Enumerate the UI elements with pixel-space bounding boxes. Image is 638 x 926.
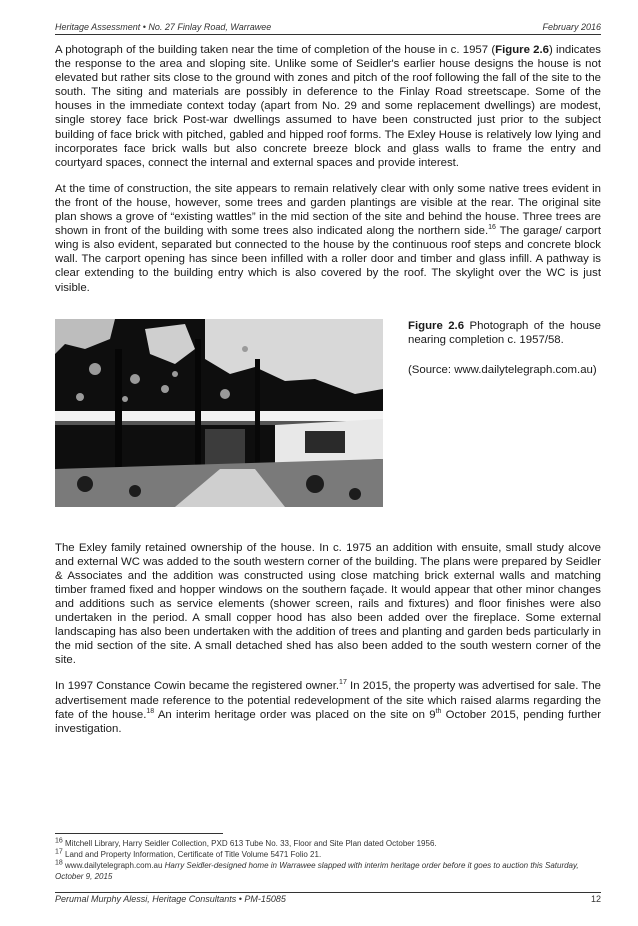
- paragraph-1: [55, 43, 601, 170]
- figure-source: (Source: www.dailytelegraph.com.au): [408, 363, 597, 376]
- footnote-divider: [55, 833, 223, 834]
- paragraph-2-text-b: The garage/ carport wing is also evident, separated but connected to the house by the continuous roof steps and concrete block wall. The carport opening has since been infilled with a roller door and timber and glass infill. A pathway is clear extending to the building entry which is also covered by the roof. The skylight over the WC is just visible.: [55, 225, 601, 294]
- footnote-number: 18: [55, 859, 63, 867]
- figure-caption-text: [408, 319, 601, 347]
- paragraph-4-text-b: In 2015, the property was advertised for sale. The advertisement made reference to the potential redevelopment of the site which raised alarms regarding the fate of the house.: [55, 680, 602, 721]
- figure-caption: [408, 319, 601, 509]
- footnote-text: Mitchell Library, Harry Seidler Collection, PXD 613 Tube No. 33, Floor and Site Plan dated October 1956.: [65, 839, 437, 848]
- footnote-article-title: Harry Seidler-designed home in Warrawee slapped with interim heritage order before it goes to auction this Saturday, October 9, 2015: [55, 861, 579, 881]
- paragraph-4-text-c: An interim heritage order was placed on the site on 9: [154, 708, 436, 721]
- page-body: [55, 22, 601, 736]
- page-footer: [55, 892, 601, 904]
- footer-text: Perumal Murphy Alessi, Heritage Consultants • PM-15085: [55, 894, 286, 904]
- footnote-17: [55, 849, 601, 860]
- header-date: February 2016: [542, 22, 601, 32]
- photo-image: [55, 319, 383, 507]
- footnote-ref-16: 16: [488, 224, 496, 232]
- figure-reference: Figure 2.6: [495, 44, 549, 56]
- figure-label: Figure 2.6: [408, 319, 465, 332]
- ordinal-suffix: th: [435, 707, 442, 715]
- paragraph-1-text-a: A photograph of the building taken near the time of completion of the house in c. 1957 (: [55, 44, 496, 56]
- footnote-url: www.dailytelegraph.com.au: [65, 861, 165, 870]
- paragraph-3: The Exley family retained ownership of the house. In c. 1975 an addition with ensuite, small study alcove and external WC was added to the south western corner of the building. The plans were prepared by Seidler & Associates and the addition was constructed using close matching brick external walls and matching timber framed fixed and hopper windows on the southern façade. It would appear that other minor changes and additions such as service elements (shower screen, rails and fixtures) and floor finishes were also undertaken in the period. A small copper hood has also been added over the fireplace. Some external landscaping has also been undertaken with the addition of trees and planting and garden beds particularly in the mid section of the site. A small detached shed has also been added to the south western corner of the site.: [55, 541, 601, 667]
- page-number: 12: [590, 894, 601, 904]
- footnote-text: Land and Property Information, Certificate of Title Volume 5471 Folio 21.: [65, 850, 322, 859]
- figure-block: [55, 319, 601, 509]
- footnote-ref-17: 17: [339, 679, 347, 687]
- paragraph-1-text-b: ) indicates the response to the area and sloping site. Unlike some of Seidler's earlier house designs the house is not elevated but rather sits close to the ground with zones and pitch of the roof following the fall of the site to the south. The siting and materials are possibly in deference to the Finlay Road streetscape. Some of the houses in the immediate context today (apart from No. 29 and some replacement dwellings) are modest, single storey face brick Post-war dwellings assumed to have been constructed just prior to the subject building of face brick with pitched, gabled and hipped roof forms. The Exley House is relatively low lying and incorporates face brick walls but also concrete breeze block and glass walls to frame the entry and courtyard spaces, connect the internal and external spaces and provide interest.: [55, 44, 601, 169]
- paragraph-4-text-a: In 1997 Constance Cowin became the registered owner.: [55, 680, 340, 693]
- footnotes: [55, 833, 601, 882]
- house-photograph: [55, 319, 383, 507]
- figure-caption-body: Photograph of the house nearing completion c. 1957/58.: [408, 319, 601, 346]
- footnote-16: [55, 838, 601, 849]
- page-header: [55, 22, 601, 35]
- footnote-number: 16: [55, 837, 63, 845]
- header-title: Heritage Assessment • No. 27 Finlay Road, Warrawee: [55, 22, 272, 32]
- footnote-18: [55, 860, 601, 882]
- paragraph-4-text-d: October 2015, pending further investigation.: [55, 708, 601, 735]
- footnote-number: 17: [55, 848, 63, 856]
- paragraph-2: [55, 182, 601, 295]
- footnote-ref-18: 18: [146, 707, 155, 715]
- paragraph-2-text-a: At the time of construction, the site appears to remain relatively clear with only some native trees evident in the front of the house, however, some trees and garden plantings are visible at the rear. The original site plan shows a grove of “existing wattles” in the mid section of the site and behind the house. Three trees are shown in front of the building with some trees also indicated along the northern side.: [55, 182, 601, 238]
- paragraph-4: [55, 679, 601, 735]
